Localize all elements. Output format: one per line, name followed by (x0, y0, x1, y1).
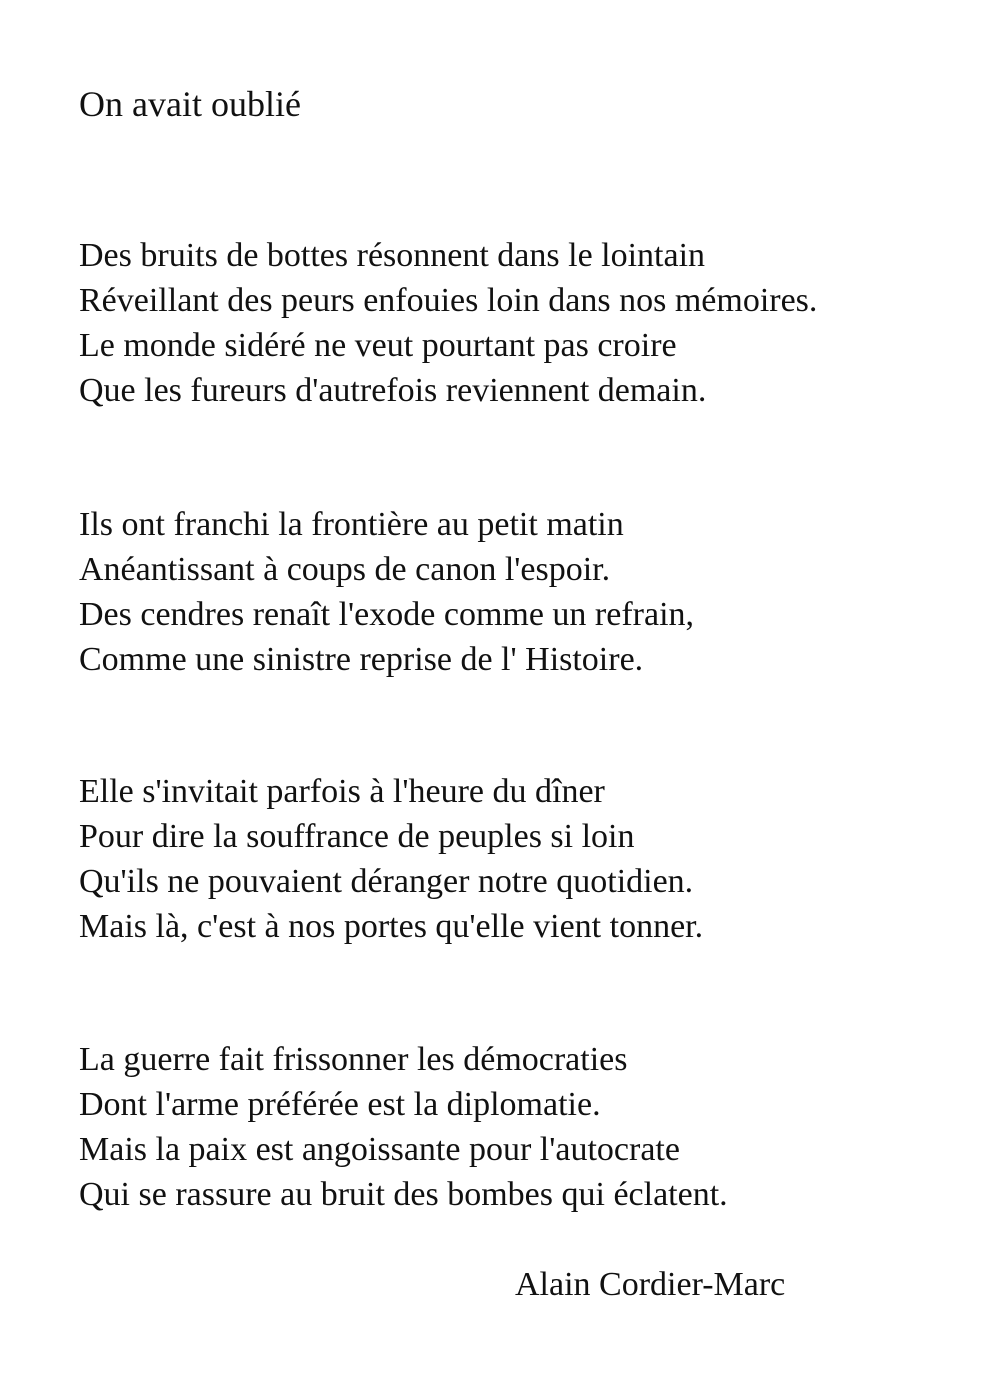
stanza-4 (79, 1037, 728, 1217)
stanza-3 (79, 769, 703, 949)
poem-title: On avait oublié (79, 84, 301, 124)
poem-line: Qu'ils ne pouvaient déranger notre quotidien. (79, 863, 694, 900)
author-signature: Alain Cordier-Marc (515, 1266, 786, 1303)
poem-line: Des bruits de bottes résonnent dans le lointain (79, 237, 706, 274)
poem-line: Des cendres renaît l'exode comme un refrain, (79, 596, 695, 633)
poem-line: Le monde sidéré ne veut pourtant pas croire (79, 327, 677, 364)
poem-line: Qui se rassure au bruit des bombes qui éclatent. (79, 1176, 728, 1213)
poem-line: Pour dire la souffrance de peuples si loin (79, 818, 635, 855)
poem-line: Mais la paix est angoissante pour l'autocrate (79, 1131, 680, 1168)
poem-line: Réveillant des peurs enfouies loin dans nos mémoires. (79, 282, 818, 319)
poem-line: Que les fureurs d'autrefois reviennent demain. (79, 372, 707, 409)
poem-line: Mais là, c'est à nos portes qu'elle vient tonner. (79, 908, 704, 945)
poem-line: Ils ont franchi la frontière au petit matin (79, 506, 624, 543)
stanza-1 (79, 233, 817, 413)
poem-line: Dont l'arme préférée est la diplomatie. (79, 1086, 601, 1123)
stanza-2 (79, 502, 694, 682)
poem-line: Elle s'invitait parfois à l'heure du dîner (79, 773, 605, 810)
poem-line: La guerre fait frissonner les démocraties (79, 1041, 628, 1078)
poem-line: Comme une sinistre reprise de l' Histoire. (79, 641, 644, 678)
poem-line: Anéantissant à coups de canon l'espoir. (79, 551, 611, 588)
